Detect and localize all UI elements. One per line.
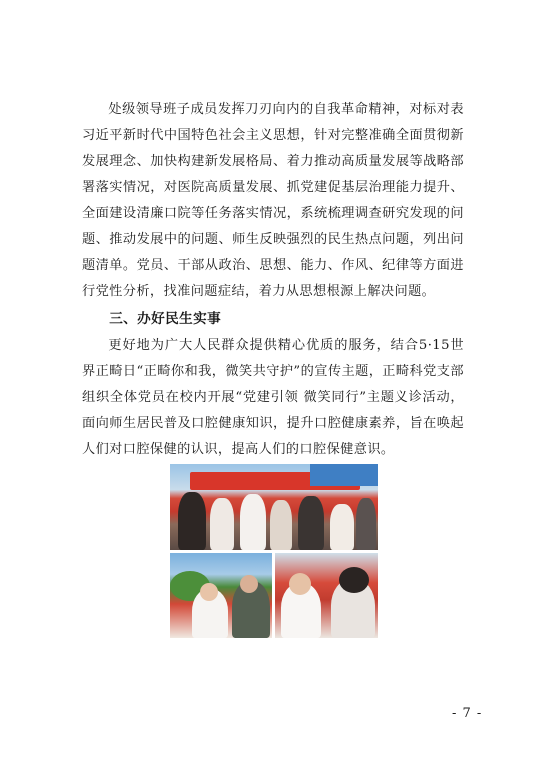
event-photo-group [170, 464, 378, 550]
paragraph-text: 处级领导班子成员发挥刀刃向内的自我革命精神，对标对表习近平新时代中国特色社会主义思想，针对完整准确全面贯彻新发展理念、加快构建新发展格局、着力推动高质量发展等战略部署落实情况，对医院高质量发展、抓党建促基层治理能力提升、全面建设清廉口院等任务落实情况，系统梳理调查研究发现的问题、推动发展中的问题、师生反映强烈的民生热点问题，列出问题清单。党员、干部从政治、思想、能力、作风、纪律等方面进行党性分析，找准问题症结，着力从思想根源上解决问题。 [82, 102, 464, 299]
person [356, 498, 376, 550]
face [240, 575, 258, 593]
person [178, 492, 206, 550]
heading-text: 三、办好民生实事 [109, 311, 222, 327]
hair [339, 567, 369, 593]
face [289, 573, 311, 595]
person [330, 504, 354, 550]
body-paragraph-2 [82, 333, 464, 463]
event-photo-consultation [170, 553, 272, 638]
page-number: - 7 - [452, 706, 483, 721]
person [298, 496, 324, 550]
person [270, 500, 292, 550]
event-photo-examination [275, 553, 378, 638]
person [210, 498, 234, 550]
section-heading [82, 306, 464, 332]
face [200, 583, 218, 601]
body-paragraph-1 [82, 97, 464, 305]
photo-collage [170, 464, 378, 638]
person [240, 494, 266, 550]
blue-tent [310, 464, 378, 486]
paragraph-text: 更好地为广大人民群众提供精心优质的服务，结合5·15世界正畸日“正畸你和我，微笑共守护”的宣传主题，正畸科党支部组织全体党员在校内开展“党建引领 微笑同行”主题义诊活动，面向师生居民普及口腔健康知识，提升口腔健康素养，旨在唤起人们对口腔保健的认识，提高人们的口腔保健意识。 [82, 338, 464, 457]
